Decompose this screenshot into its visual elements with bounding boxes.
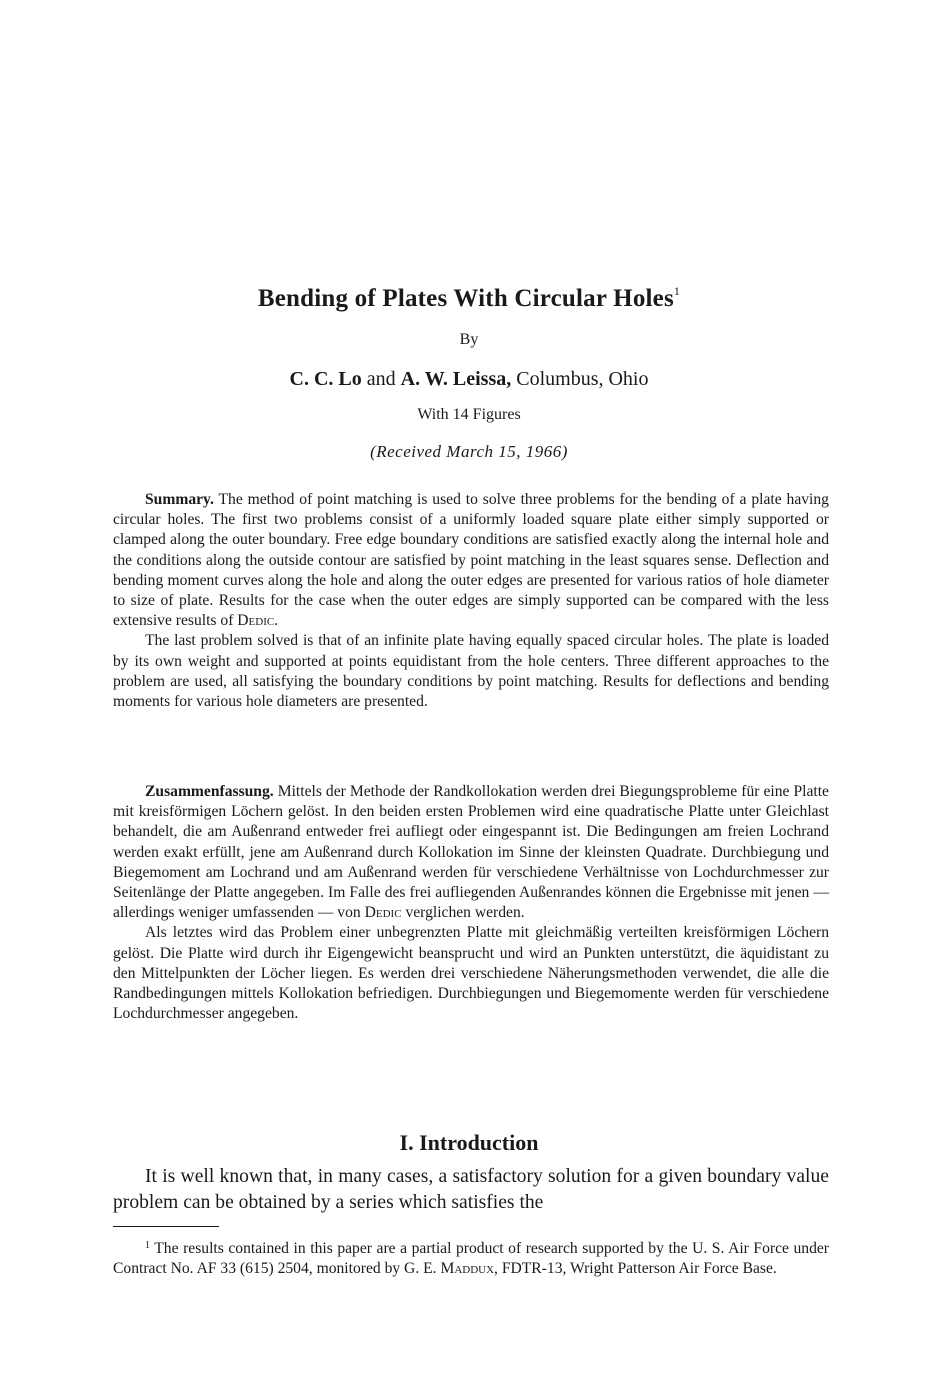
- zusammenfassung-lead: Zusammenfassung.: [145, 783, 274, 800]
- authors-line: [0, 368, 938, 391]
- authors-and: and: [366, 368, 396, 390]
- paper-title-text: Bending of Plates With Circular Holes: [257, 285, 674, 312]
- byline-by: By: [459, 331, 479, 348]
- zusammenfassung-cited-name: Dedic: [364, 904, 402, 922]
- zusammenfassung-end: verglichen werden.: [405, 904, 525, 922]
- summary-paragraph-2: The last problem solved is that of an infinite plate having equally spaced circular holes. The plate is loaded by its own weight and supported at points equidistant from the hole centers. Three different approaches to the problem are used, all satisfying the boundary conditions by point matching. Results for deflections and bending moments for various hole diameters are presented.: [113, 632, 829, 711]
- footnote-name: Maddux: [440, 1260, 495, 1277]
- summary-lead: Summary.: [145, 491, 214, 508]
- author-2: A. W. Leissa,: [400, 368, 512, 390]
- footnote: [113, 1236, 829, 1279]
- summary-paragraph-1: [113, 490, 829, 631]
- summary-end: .: [274, 612, 279, 630]
- section-heading: I. Introduction: [399, 1130, 539, 1155]
- summary-cited-name: Dedic: [237, 612, 275, 630]
- introduction-paragraph: It is well known that, in many cases, a satisfactory solution for a given boundary value problem can be obtained by a series which satisfies the: [113, 1166, 829, 1213]
- title-footnote-mark: 1: [673, 284, 681, 298]
- footnote-text-end: , FDTR-13, Wright Patterson Air Force Base.: [494, 1260, 777, 1277]
- footnote-mark: 1: [145, 1240, 150, 1251]
- footnote-paragraph: [113, 1236, 829, 1279]
- zusammenfassung-text: Mittels der Methode der Randkollokation werden drei Biegungsprobleme für eine Platte mit kreisförmigen Löchern gelöst. In den beiden ersten Problemen wird eine quadratische Platte unter Gleichlast behandelt, die am Außenrand entweder frei aufliegt oder eingespannt ist. Die Bedingungen am freien Lochrand werden exakt erfüllt, jene am Außenrand durch Kollokation im Sinne der kleinsten Quadrate. Durchbiegung und Biegemoment am Lochrand und am Außenrand werden für verschiedene Verhältnisse von Lochdurchmesser zur Seitenlänge der Platte angegeben. Im Falle des frei aufliegenden Außenrandes können die Ergebnisse mit jenen — allerdings weniger umfassenden — von: [113, 783, 829, 922]
- summary-text: The method of point matching is used to solve three problems for the bending of a plate having circular holes. The first two problems consist of a uniformly loaded square plate either simply supported or clamped along the outer boundary. Free edge boundary conditions are satisfied exactly along the internal hole and the conditions along the outside contour are satisfied by point matching in the least squares sense. Deflection and bending moment curves along the hole and along the outer edges are presented for various ratios of hole diameter to size of plate. Results for the case when the outer edges are simply supported can be compared with the less extensive results of: [113, 491, 829, 630]
- footnote-text-start: The results contained in this paper are a partial product of research supported by the U. S. Air Force under Contract No. AF 33 (615) 2504, monitored by G. E.: [113, 1240, 829, 1277]
- author-location: Columbus, Ohio: [516, 368, 649, 390]
- figures-note: With 14 Figures: [417, 406, 521, 423]
- introduction-text: [113, 1164, 829, 1216]
- paper-title: [0, 284, 938, 313]
- summary-block: [113, 490, 829, 712]
- zusammenfassung-block: [113, 782, 829, 1024]
- zusammenfassung-paragraph-2: Als letztes wird das Problem einer unbegrenzten Platte mit gleichmäßig verteilten kreisförmigen Löchern gelöst. Die Platte wird durch ihr Eigengewicht beansprucht und wird an Punkten unterstützt, die äquidistant zu den Mittelpunkten der Löcher liegen. Es werden drei verschiedene Näherungsmethoden verwendet, die alle die Randbedingungen mittels Kollokation befriedigen. Durchbiegungen und Biegemomente werden für verschiedene Lochdurchmesser angegeben.: [113, 924, 829, 1023]
- zusammenfassung-paragraph-1: [113, 782, 829, 923]
- received-date: (Received March 15, 1966): [370, 442, 568, 461]
- author-1: C. C. Lo: [289, 368, 362, 390]
- footnote-divider: [113, 1226, 219, 1227]
